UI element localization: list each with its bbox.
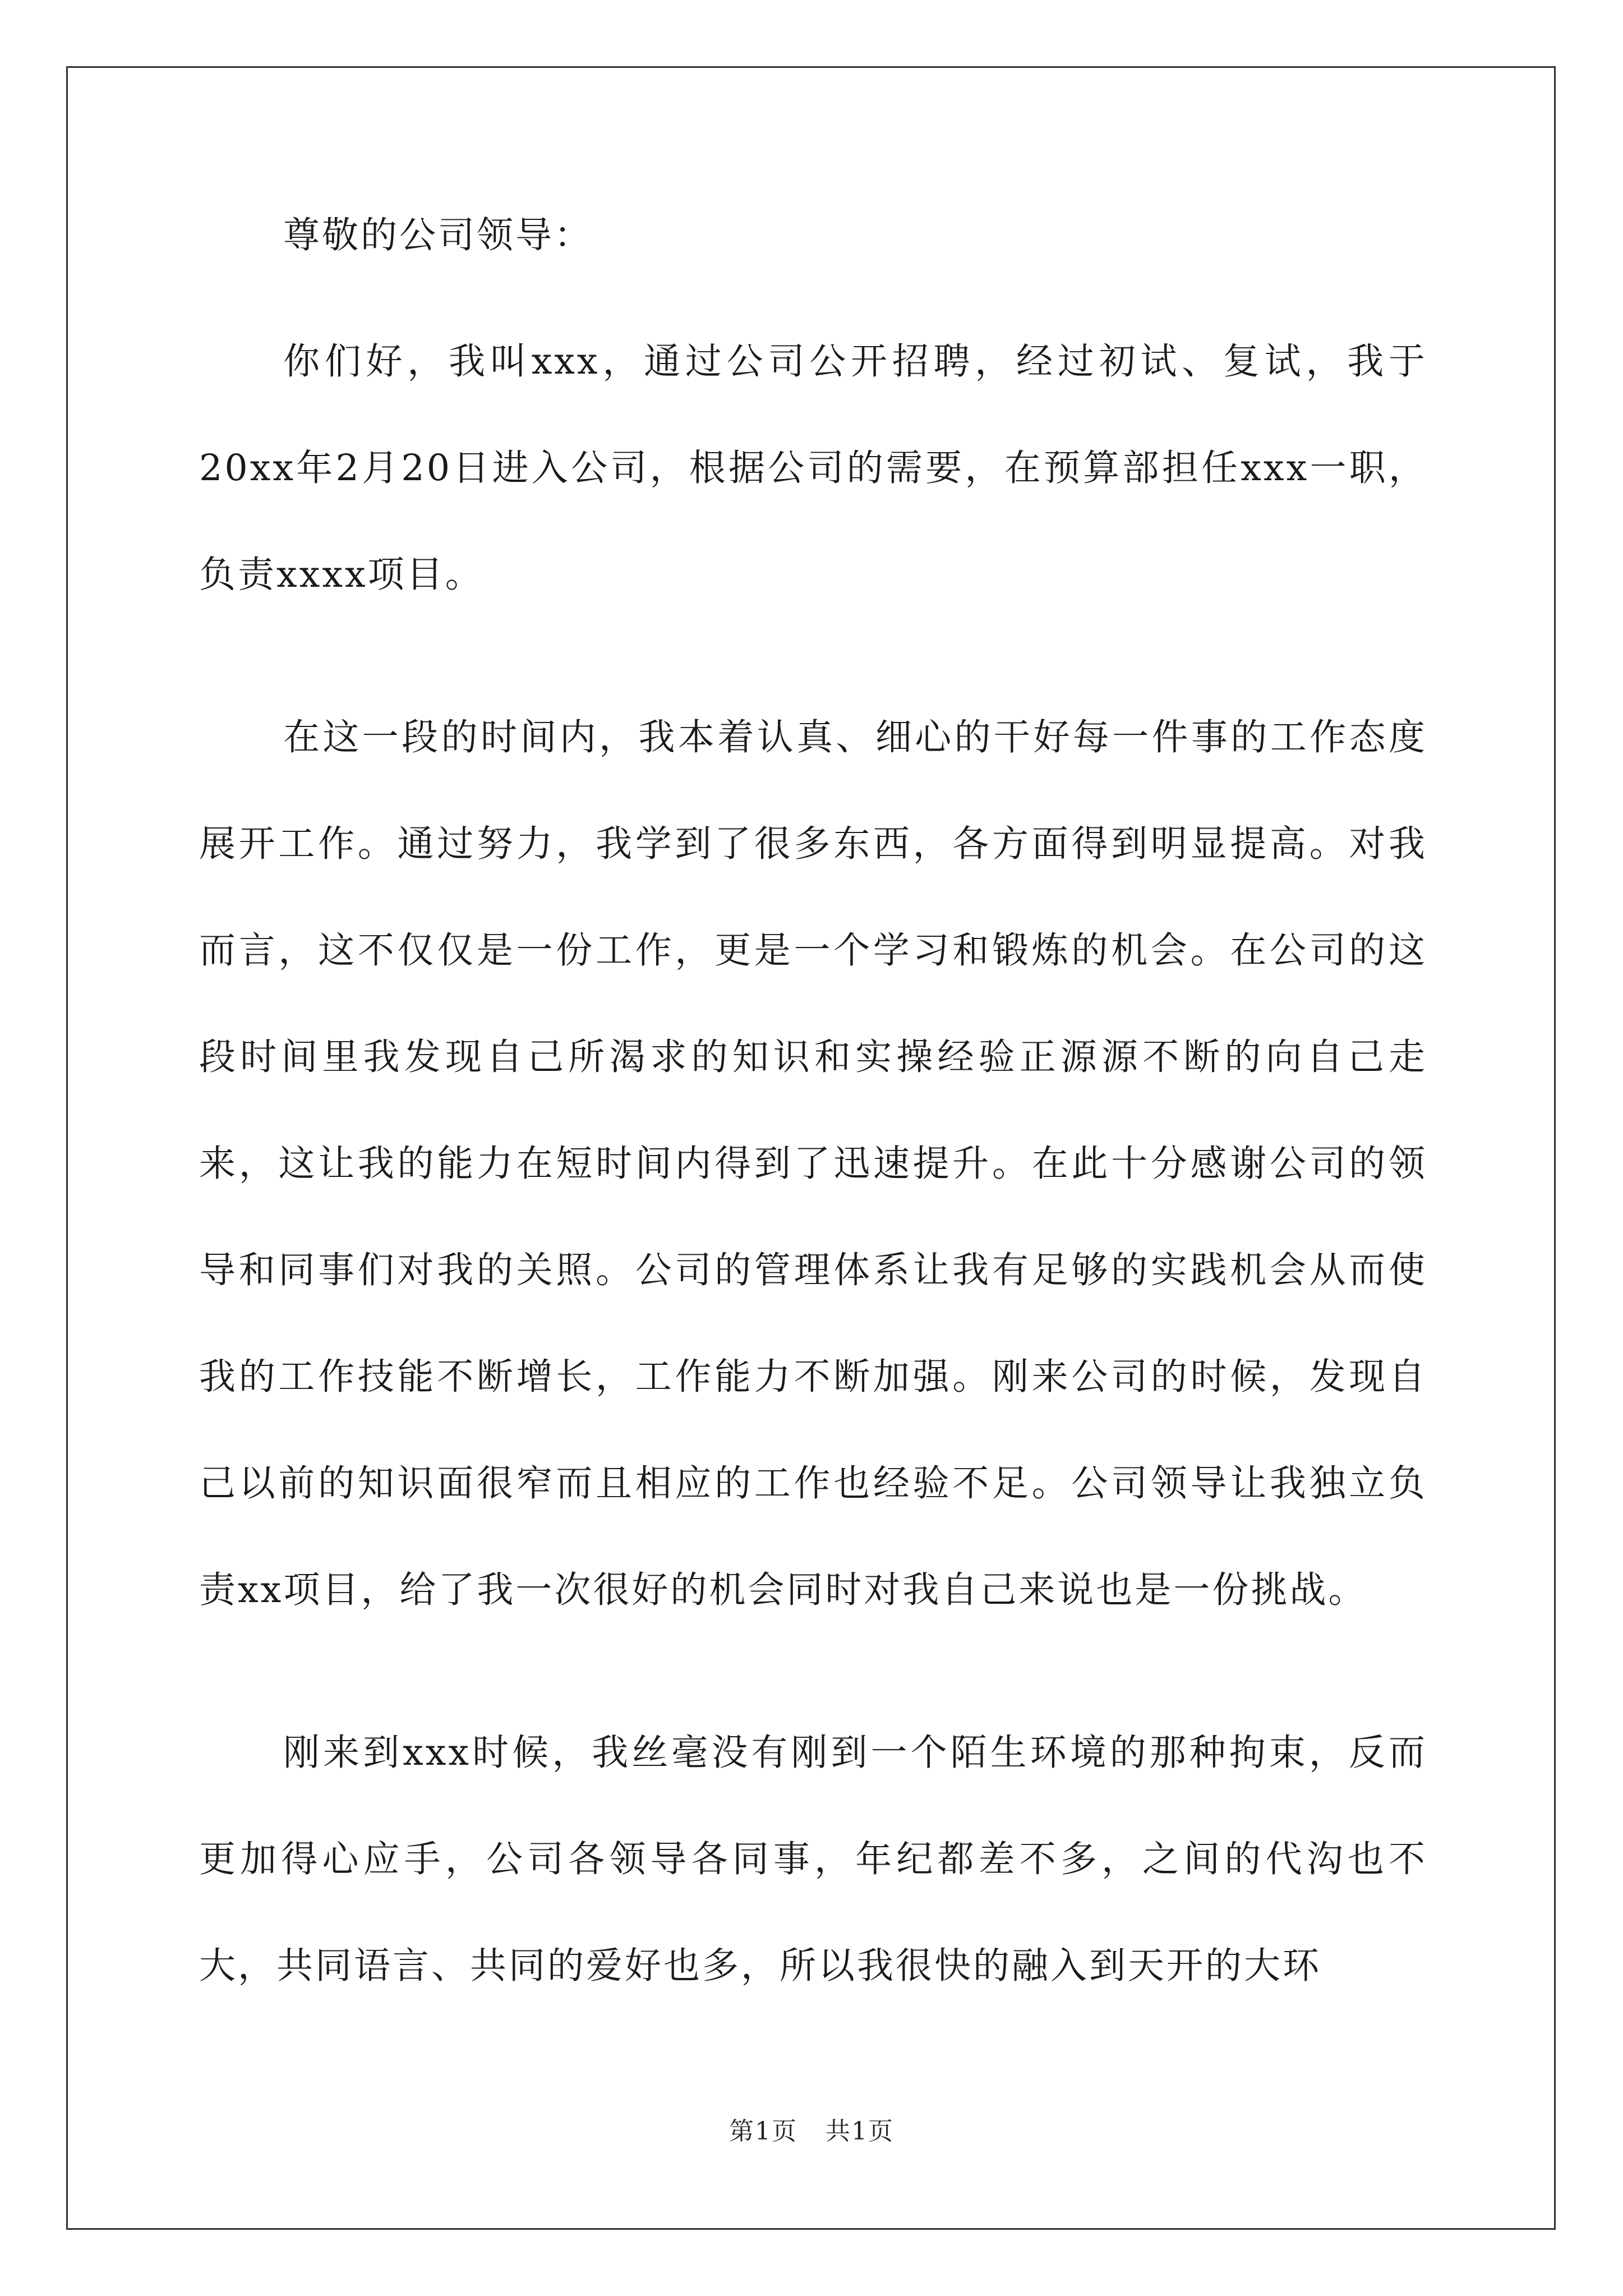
page-total: 共1页 [826,2117,894,2146]
page-footer [0,2115,1623,2148]
salutation: 尊敬的公司领导： [283,214,593,256]
paragraph-1: 你们好，我叫xxx，通过公司公开招聘，经过初试、复试，我于20xx年2月20日进入公司，根据公司的需要，在预算部担任xxx一职，负责xxxx项目。 [199,341,1427,596]
paragraph-2: 在这一段的时间内，我本着认真、细心的干好每一件事的工作态度展开工作。通过努力，我学到了很多东西，各方面得到明显提高。对我而言，这不仅仅是一份工作，更是一个学习和锻炼的机会。在公司的这段时间里我发现自己所渴求的知识和实操经验正源源不断的向自己走来，这让我的能力在短时间内得到了迅速提升。在此十分感谢公司的领导和同事们对我的关照。公司的管理体系让我有足够的实践机会从而使我的工作技能不断增长，工作能力不断加强。刚来公司的时候，发现自己以前的知识面很窄而且相应的工作也经验不足。公司领导让我独立负责xx项目，给了我一次很好的机会同时对我自己来说也是一份挑战。 [199,716,1427,1611]
page-number: 第1页 [729,2117,797,2146]
document-body [199,208,1427,2019]
paragraph-3: 刚来到xxx时候，我丝毫没有刚到一个陌生环境的那种拘束，反而更加得心应手，公司各领导各同事，年纪都差不多，之间的代沟也不大，共同语言、共同的爱好也多，所以我很快的融入到天开的大环 [199,1732,1427,1987]
